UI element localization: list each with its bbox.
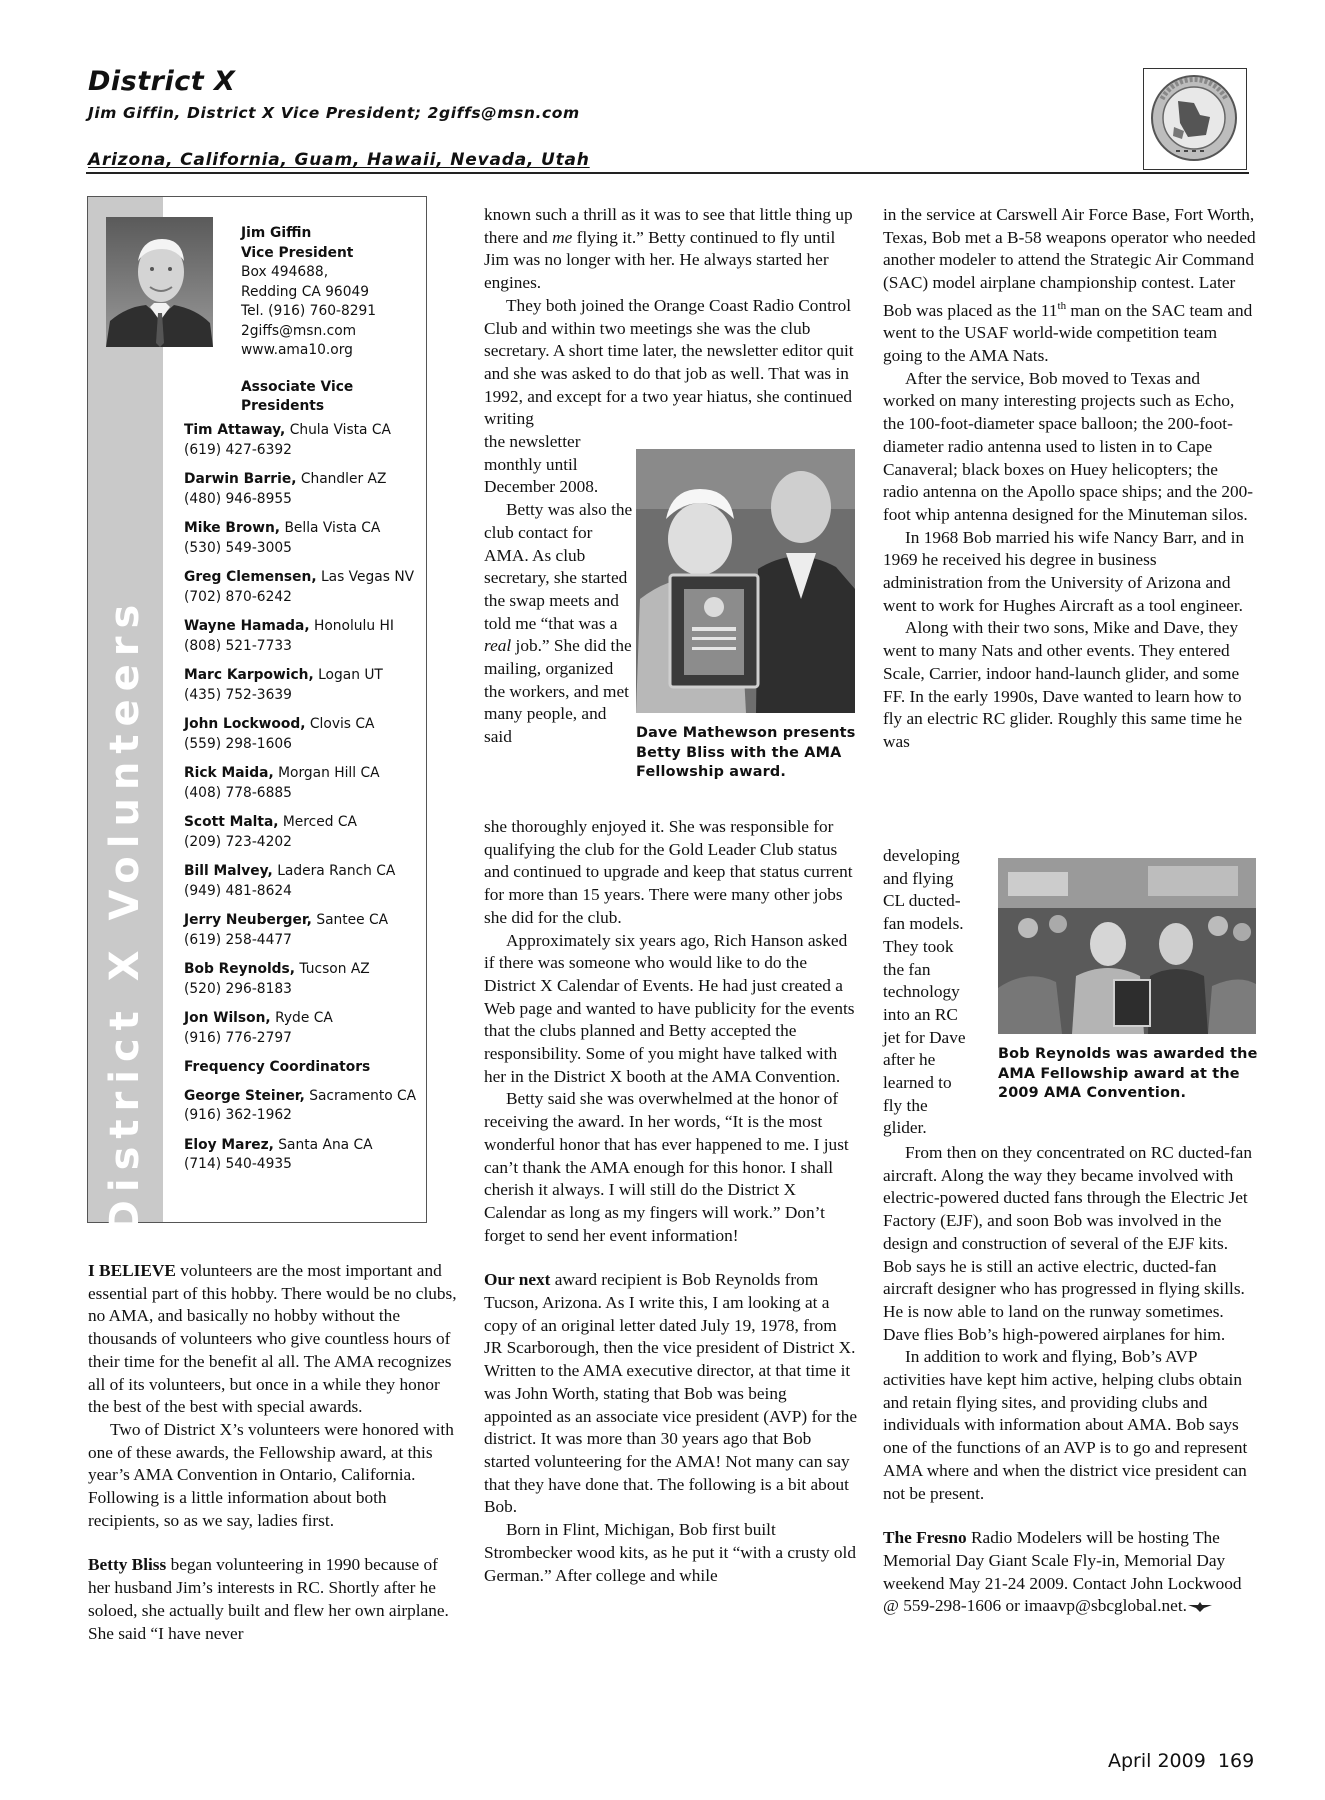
header-rule (86, 172, 1249, 174)
lead-the-fresno: The Fresno (883, 1528, 967, 1548)
person-location: Honolulu HI (313, 618, 394, 634)
person-location: Tucson AZ (299, 961, 370, 977)
avp-entry (184, 764, 419, 803)
avp-entry (184, 960, 419, 999)
person-phone: (714) 540-4935 (184, 1156, 292, 1172)
sidebar-vertical-title: District X Volunteers (102, 596, 148, 1234)
lead-our-next: Our next (484, 1270, 551, 1290)
district-title: District X (88, 66, 236, 97)
page-number: 169 (1217, 1750, 1255, 1772)
avp-entry (184, 911, 419, 950)
person-name: Rick Maida, (184, 765, 274, 781)
vp-website: www.ama10.org (241, 342, 353, 358)
person-name: Greg Clemensen, (184, 569, 317, 585)
person-name: Tim Attaway, (184, 422, 286, 438)
page-footer (1108, 1750, 1254, 1772)
person-location: Logan UT (318, 667, 383, 683)
person-location: Ladera Ranch CA (277, 863, 396, 879)
person-phone: (619) 427-6392 (184, 441, 292, 458)
district-seal-icon (1144, 69, 1245, 168)
lead-betty-bliss: Betty Bliss (88, 1555, 167, 1575)
person-location: Bella Vista CA (284, 520, 381, 536)
person-phone: (435) 752-3639 (184, 686, 292, 703)
vp-address-line1: Box 494688, (241, 264, 329, 280)
vp-name: Jim Giffin (241, 225, 312, 241)
vp-portrait-photo (106, 217, 213, 347)
frequency-coordinator-entry (184, 1087, 419, 1126)
district-states: Arizona, California, Guam, Hawaii, Nevada, Utah (88, 150, 590, 170)
person-phone: (530) 549-3005 (184, 539, 292, 556)
person-name: Darwin Barrie, (184, 471, 297, 487)
person-phone: (559) 298-1606 (184, 735, 292, 752)
person-name: Jerry Neuberger, (184, 912, 312, 928)
person-name: Bill Malvey, (184, 863, 273, 879)
person-phone: (808) 521-7733 (184, 637, 292, 654)
person-location: Chandler AZ (300, 471, 387, 487)
photo-caption-betty: Dave Mathewson presents Betty Bliss with the AMA Fellowship award. (636, 725, 856, 780)
person-location: Clovis CA (309, 716, 375, 732)
article-column-3-top: in the service at Carswell Air Force Base, Fort Worth, Texas, Bob met a B-58 weapons operator who needed another modeler to attend the Strategic Air Command (SAC) model airplane championship contest. Later Bob was placed as the 11th man on the SAC team and went to the USAF world-wide competition team going to the AMA Nats. After the service, Bob moved to Texas and worked on many interesting projects such as Echo, the 100-foot-diameter space balloon; the 200-foot-diameter radio antenna used to listen in to Cape Canaveral; black boxes on Huey helicopters; the radio antenna on the Apollo space ships; and the 200-foot whip antenna designed for the Minuteman silos. In 1968 Bob married his wife Nancy Barr, and in 1969 he received his degree in business administration from the University of Arizona and went to work for Hughes Aircraft as a tool engineer. Along with their two sons, Mike and Dave, they went to many Nats and other events. They entered Scale, Carrier, indoor hand-launch glider, and some FF. In the early 1990s, Dave wanted to learn how to fly an electric RC glider. Roughly this same time he was (883, 205, 1256, 751)
person-name: Eloy Marez, (184, 1136, 274, 1153)
avp-entry (184, 421, 419, 460)
person-name: John Lockwood, (184, 716, 306, 732)
vp-address-line2: Redding CA 96049 (241, 283, 370, 300)
avp-list (184, 421, 419, 1185)
vp-contact-block (241, 224, 376, 416)
person-phone: (520) 296-8183 (184, 980, 292, 997)
person-phone: (702) 870-6242 (184, 588, 292, 605)
avp-entry (184, 862, 419, 901)
article-column-2-wrap: the newsletter monthly until December 2008. Betty was also the club contact for AMA. As club secretary, she started the swap meets and told me “that was a real job.” She did the mailing, organized the workers, and met many people, and said (484, 432, 633, 747)
avp-entry (184, 470, 419, 509)
avp-entry (184, 568, 419, 607)
article-column-2-top: known such a thrill as it was to see that little thing up there and me flying it.” Betty continued to fly until Jim was no longer with her. He always started her engines. They both joined the Orange Coast Radio Control Club and within two meetings she was the club secretary. A short time later, the newsletter editor quit and she was asked to do that job as well. That was in 1992, and except for a two year hiatus, she continued writing (484, 204, 858, 431)
person-location: Morgan Hill CA (278, 765, 380, 781)
volunteers-sidebar (87, 196, 427, 1234)
vice-president-line: Jim Giffin, District X Vice President; 2giffs@msn.com (88, 104, 580, 122)
person-name: Bob Reynolds, (184, 961, 296, 977)
avp-entry (184, 715, 419, 754)
betty-bliss-award-photo (636, 449, 855, 713)
person-name: Marc Karpowich, (184, 667, 314, 683)
photo-caption-bob: Bob Reynolds was awarded the AMA Fellowship award at the 2009 AMA Convention. (998, 1046, 1258, 1101)
person-location: Merced CA (282, 814, 357, 830)
person-phone: (619) 258-4477 (184, 931, 292, 948)
person-phone: (916) 362-1962 (184, 1107, 292, 1123)
article-column-2-bottom: she thoroughly enjoyed it. She was responsible for qualifying the club for the Gold Leader Club status and continued to upgrade and keep that status current for more than 15 years. There were many other jobs she did for the club. Approximately six years ago, Rich Hanson asked if there was someone who would like to do the District X Calendar of Events. He had just created a Web page and wanted to have publicity for the events that the clubs planned and Betty accepted the responsibility. Some of you might have talked with her in the District X booth at the AMA Convention. Betty said she was overwhelmed at the honor of receiving the award. In her words, “It is the most wonderful honor that has ever happened to me. I just can’t thank the AMA enough for this honor. I shall cherish it always. I will still do the District X Calendar as long as my fingers will work.” Don’t forget to send her event information! Our next award recipient is Bob Reynolds from Tucson, Arizona. As I write this, I am looking at a copy of an original letter dated July 19, 1978, from JR Scarborough, then the vice president of District X. Written to the AMA executive director, at that time it was John Worth, stating that Bob was being appointed as an associate vice president (AVP) for the district. It was more than 30 years ago that Bob started volunteering for the AMA! Not many can say that they have done that. The following is a bit about Bob. Born in Flint, Michigan, Bob first built Strombecker wood kits, as he put it “with a crusty old German.” After college and while (484, 817, 858, 1585)
person-location: Ryde CA (275, 1010, 333, 1026)
avp-entry (184, 519, 419, 558)
ama-wings-end-icon (1188, 1601, 1212, 1613)
avp-entry (184, 666, 419, 705)
person-location: Chula Vista CA (289, 422, 391, 438)
frequency-coordinator-entry (184, 1136, 419, 1175)
person-name: Jon Wilson, (184, 1010, 271, 1026)
person-name: Wayne Hamada, (184, 618, 310, 634)
bob-reynolds-award-photo (998, 858, 1256, 1034)
person-location: Santa Ana CA (278, 1136, 373, 1153)
article-column-3-bottom: From then on they concentrated on RC ducted-fan aircraft. Along the way they became involved with electric-powered ducted fans through the Electric Jet Factory (EJF), and soon Bob was involved in the design and construction of several of the EJF kits. Bob says he is still an active electric, ducted-fan aircraft designer who has progressed in flying skills. He is now able to land on the runway sometimes. Dave flies Bob’s high-powered airplanes for him. In addition to work and flying, Bob’s AVP activities have kept him active, helping clubs obtain and retain flying sites, and providing clubs and individuals with information about AMA. Bob says one of the functions of an AVP is to go and represent AMA where and when the district vice president can not be present. The Fresno Radio Modelers will be hosting The Memorial Day Giant Scale Fly-in, Memorial Day weekend May 21-24 2009. Contact John Lockwood @ 559-298-1606 or imaavp@sbcglobal.net. (883, 1143, 1252, 1616)
avp-heading: Associate Vice Presidents (241, 378, 354, 414)
avp-entry (184, 617, 419, 656)
person-phone: (408) 778-6885 (184, 784, 292, 801)
frequency-coordinators-heading: Frequency Coordinators (184, 1059, 371, 1075)
person-phone: (916) 776-2797 (184, 1029, 292, 1046)
person-name: Mike Brown, (184, 520, 281, 536)
district-logo-frame (1143, 68, 1247, 170)
article-column-3-wrap: developing and flying CL ducted-fan models. They took the fan technology into an RC jet for Dave after he learned to fly the glider. (883, 846, 966, 1138)
person-phone: (949) 481-8624 (184, 882, 292, 899)
article-column-1: I BELIEVE volunteers are the most important and essential part of this hobby. There would be no clubs, no AMA, and basically no hobby without the thousands of volunteers who give countless hours of their time for the benefit al all. The AMA recognizes all of its volunteers, but once in a while they honor the best of the best with special awards. Two of District X’s volunteers were honored with one of these awards, the Fellowship award, at this year’s AMA Convention in Ontario, California. Following is a little information about both recipients, so as we say, ladies first. Betty Bliss began volunteering in 1990 because of her husband Jim’s interests in RC. Shortly after he soloed, she actually built and flew her own airplane. She said “I have never (88, 1261, 457, 1643)
person-name: Scott Malta, (184, 814, 279, 830)
person-phone: (209) 723-4202 (184, 833, 292, 850)
person-name: George Steiner, (184, 1087, 305, 1104)
person-phone: (480) 946-8955 (184, 490, 292, 507)
vp-email: 2giffs@msn.com (241, 322, 357, 339)
avp-entry (184, 1009, 419, 1048)
person-location: Las Vegas NV (320, 569, 415, 585)
vp-title: Vice President (241, 244, 354, 261)
person-location: Sacramento CA (309, 1087, 417, 1104)
avp-entry (184, 813, 419, 852)
article-paragraph: Two of District X’s volunteers were honored with one of these awards, the Fellowship award, at this year’s AMA Convention in Ontario, California. Following is a little information about both recipients, so as we say, ladies first. (88, 1419, 454, 1530)
article-paragraph: They both joined the Orange Coast Radio Control Club and within two meetings she was the club secretary. A short time later, the newsletter editor quit and she was asked to do that job as well. That was in 1992, and except for a two year hiatus, she continued writing (484, 295, 854, 429)
vp-phone: Tel. (916) 760-8291 (241, 303, 377, 319)
lead-i-believe: I BELIEVE (88, 1261, 176, 1280)
person-location: Santee CA (316, 912, 389, 928)
issue-date: April 2009 (1108, 1750, 1206, 1772)
